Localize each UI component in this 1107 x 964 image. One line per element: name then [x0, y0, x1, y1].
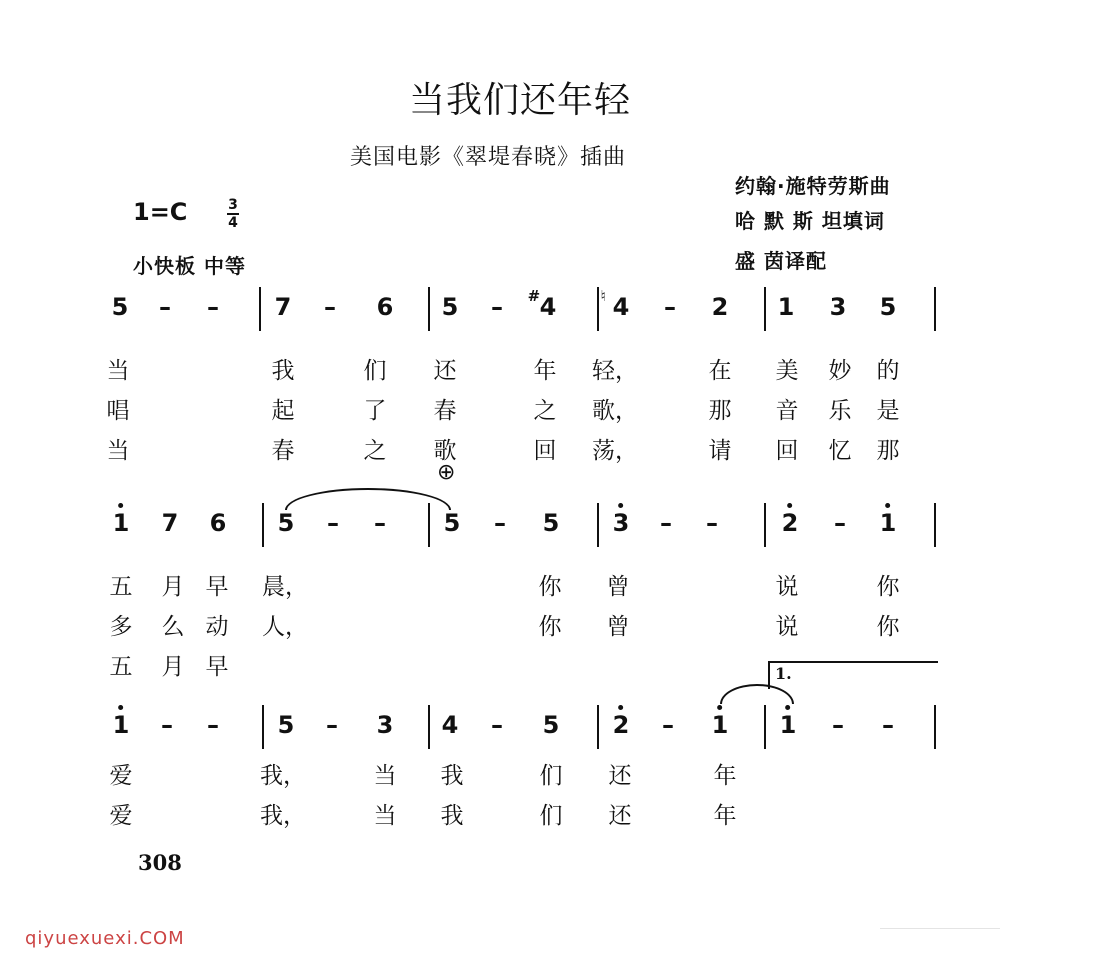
bar-line [262, 503, 264, 547]
lyric-syllable: 唱 [106, 398, 130, 424]
lyric-syllable: 之 [363, 438, 387, 464]
bar-line [764, 503, 766, 547]
lyric-syllable: 的 [876, 358, 900, 384]
lyric-syllable: 曾 [606, 574, 630, 600]
dash-note: – [491, 711, 503, 739]
bar-line [597, 287, 599, 331]
dash-note: – [207, 711, 219, 739]
bar-line [934, 705, 936, 749]
note-5: 5 [111, 293, 129, 321]
lyric-syllable: 起 [271, 398, 295, 424]
note-7: 7 [274, 293, 292, 321]
note-1: 1 [712, 711, 729, 739]
lyric-syllable: 轻， [592, 358, 638, 384]
lyric-syllable: 你 [538, 574, 562, 600]
note-5: 5 [443, 509, 461, 537]
note-5: 5 [879, 293, 897, 321]
lyricist-credit: 哈 默 斯 坦填词 [735, 209, 885, 233]
meter-bottom: 4 [228, 215, 238, 231]
lyric-syllable: 我， [260, 763, 306, 789]
lyric-syllable: 曾 [606, 614, 630, 640]
lyric-syllable: 五 [109, 654, 133, 680]
lyric-syllable: 春 [433, 398, 457, 424]
lyric-syllable: 五 [109, 574, 133, 600]
sharp-sign: # [527, 287, 541, 305]
composer-credit: 约翰·施特劳斯曲 [735, 174, 891, 198]
lyric-syllable: 回 [533, 438, 557, 464]
note-1: 1 [880, 509, 897, 537]
note-2: 2 [613, 711, 630, 739]
lyric-syllable: 早 [205, 654, 229, 680]
octave-dot [717, 705, 722, 710]
lyric-syllable: 当 [106, 358, 130, 384]
song-title: 当我们还年轻 [408, 80, 631, 121]
lyric-syllable: 回 [775, 438, 799, 464]
tie-slur [285, 488, 451, 510]
lyric-syllable: 们 [539, 803, 563, 829]
note-1: 1 [113, 711, 130, 739]
dash-note: – [491, 293, 503, 321]
dash-note: – [664, 293, 676, 321]
natural-sign: ♮ [600, 287, 607, 305]
lyric-syllable: 我 [271, 358, 295, 384]
lyric-syllable: 人， [262, 614, 308, 640]
dash-note: – [326, 711, 338, 739]
lyric-syllable: 是 [876, 398, 900, 424]
lyric-syllable: 春 [271, 438, 295, 464]
dash-note: – [327, 509, 339, 537]
note-3: 3 [376, 711, 394, 739]
bar-line [259, 287, 261, 331]
lyric-syllable: 多 [109, 614, 133, 640]
note-6: 6 [209, 509, 227, 537]
note-7: 7 [161, 509, 179, 537]
song-subtitle: 美国电影《翠堤春晓》插曲 [350, 145, 627, 170]
bar-line [262, 705, 264, 749]
octave-dot [618, 503, 623, 508]
lyric-syllable: 动 [205, 614, 229, 640]
dash-note: – [374, 509, 386, 537]
site-watermark: qiyuexuexi.COM [25, 928, 185, 949]
lyric-syllable: 年 [713, 803, 737, 829]
lyric-syllable: 了 [363, 398, 387, 424]
dash-note: – [207, 293, 219, 321]
note-5: 5 [441, 293, 459, 321]
lyric-syllable: 你 [876, 614, 900, 640]
note-4: 4 ♮ [600, 287, 630, 321]
volta-bracket-edge [768, 661, 770, 689]
lyric-syllable: 我， [260, 803, 306, 829]
octave-dot [787, 503, 792, 508]
octave-dot [785, 705, 790, 710]
lyric-syllable: 妙 [828, 358, 852, 384]
lyric-syllable: 请 [708, 438, 732, 464]
lyric-syllable: 说 [775, 614, 799, 640]
volta-bracket-line [768, 661, 938, 663]
dash-note: – [834, 509, 846, 537]
bar-line [764, 287, 766, 331]
lyric-syllable: 忆 [828, 438, 852, 464]
dash-note: – [706, 509, 718, 537]
lyric-syllable: 美 [775, 358, 799, 384]
lyric-syllable: 我 [440, 763, 464, 789]
dash-note: – [662, 711, 674, 739]
note-4: 4 [441, 711, 459, 739]
lyric-syllable: 早 [205, 574, 229, 600]
tempo-marking: 小快板 中等 [133, 254, 246, 278]
lyric-syllable: 年 [713, 763, 737, 789]
lyric-syllable: 之 [533, 398, 557, 424]
note-5: 5 [277, 711, 295, 739]
lyric-syllable: 么 [161, 614, 185, 640]
meter-top: 3 [228, 197, 238, 213]
note-1: 1 [113, 509, 130, 537]
dash-note: – [660, 509, 672, 537]
lyric-syllable: 乐 [828, 398, 852, 424]
lyric-syllable: 音 [775, 398, 799, 424]
lyric-syllable: 当 [373, 763, 397, 789]
lyric-syllable: 还 [433, 358, 457, 384]
lyric-syllable: 月 [161, 654, 185, 680]
note-5: 5 [277, 509, 295, 537]
bar-line [764, 705, 766, 749]
note-2: 2 [711, 293, 729, 321]
note-6: 6 [376, 293, 394, 321]
watermark-trail [880, 928, 1000, 929]
key-signature: 1=C [133, 198, 188, 226]
dash-note: – [161, 711, 173, 739]
bar-line [934, 503, 936, 547]
lyric-syllable: 说 [775, 574, 799, 600]
lyric-syllable: 爱 [109, 763, 133, 789]
lyric-syllable: 年 [533, 358, 557, 384]
note-3: 3 [829, 293, 847, 321]
segno-sign: ⊕ [437, 460, 456, 485]
volta-label: 1. [775, 664, 792, 683]
bar-line [934, 287, 936, 331]
note-1: 1 [780, 711, 797, 739]
lyric-syllable: 们 [539, 763, 563, 789]
dash-note: – [832, 711, 844, 739]
octave-dot [118, 705, 123, 710]
bar-line [597, 503, 599, 547]
lyric-syllable: 月 [161, 574, 185, 600]
dash-note: – [882, 711, 894, 739]
note-4: 4 # [527, 287, 557, 321]
note-5: 5 [542, 711, 560, 739]
octave-dot [618, 705, 623, 710]
lyric-syllable: 晨， [262, 574, 308, 600]
note-2: 2 [782, 509, 799, 537]
bar-line [428, 705, 430, 749]
bar-line [428, 287, 430, 331]
page-number: 308 [138, 850, 182, 875]
lyric-syllable: 你 [876, 574, 900, 600]
lyric-syllable: 那 [708, 398, 732, 424]
time-signature [227, 198, 239, 230]
lyric-syllable: 当 [106, 438, 130, 464]
dash-note: – [494, 509, 506, 537]
lyric-syllable: 在 [708, 358, 732, 384]
note-3: 3 [613, 509, 630, 537]
dash-note: – [324, 293, 336, 321]
bar-line [597, 705, 599, 749]
lyric-syllable: 爱 [109, 803, 133, 829]
lyric-syllable: 歌 [433, 438, 457, 464]
octave-dot [885, 503, 890, 508]
lyric-syllable: 那 [876, 438, 900, 464]
slur-volta [720, 684, 794, 704]
lyric-syllable: 当 [373, 803, 397, 829]
dash-note: – [159, 293, 171, 321]
lyric-syllable: 我 [440, 803, 464, 829]
octave-dot [118, 503, 123, 508]
lyric-syllable: 还 [608, 803, 632, 829]
lyric-syllable: 们 [363, 358, 387, 384]
note-1: 1 [777, 293, 795, 321]
lyric-syllable: 还 [608, 763, 632, 789]
note-5: 5 [542, 509, 560, 537]
lyric-syllable: 荡， [592, 438, 638, 464]
lyric-syllable: 你 [538, 614, 562, 640]
translator-credit: 盛 茵译配 [735, 249, 827, 273]
lyric-syllable: 歌， [592, 398, 638, 424]
